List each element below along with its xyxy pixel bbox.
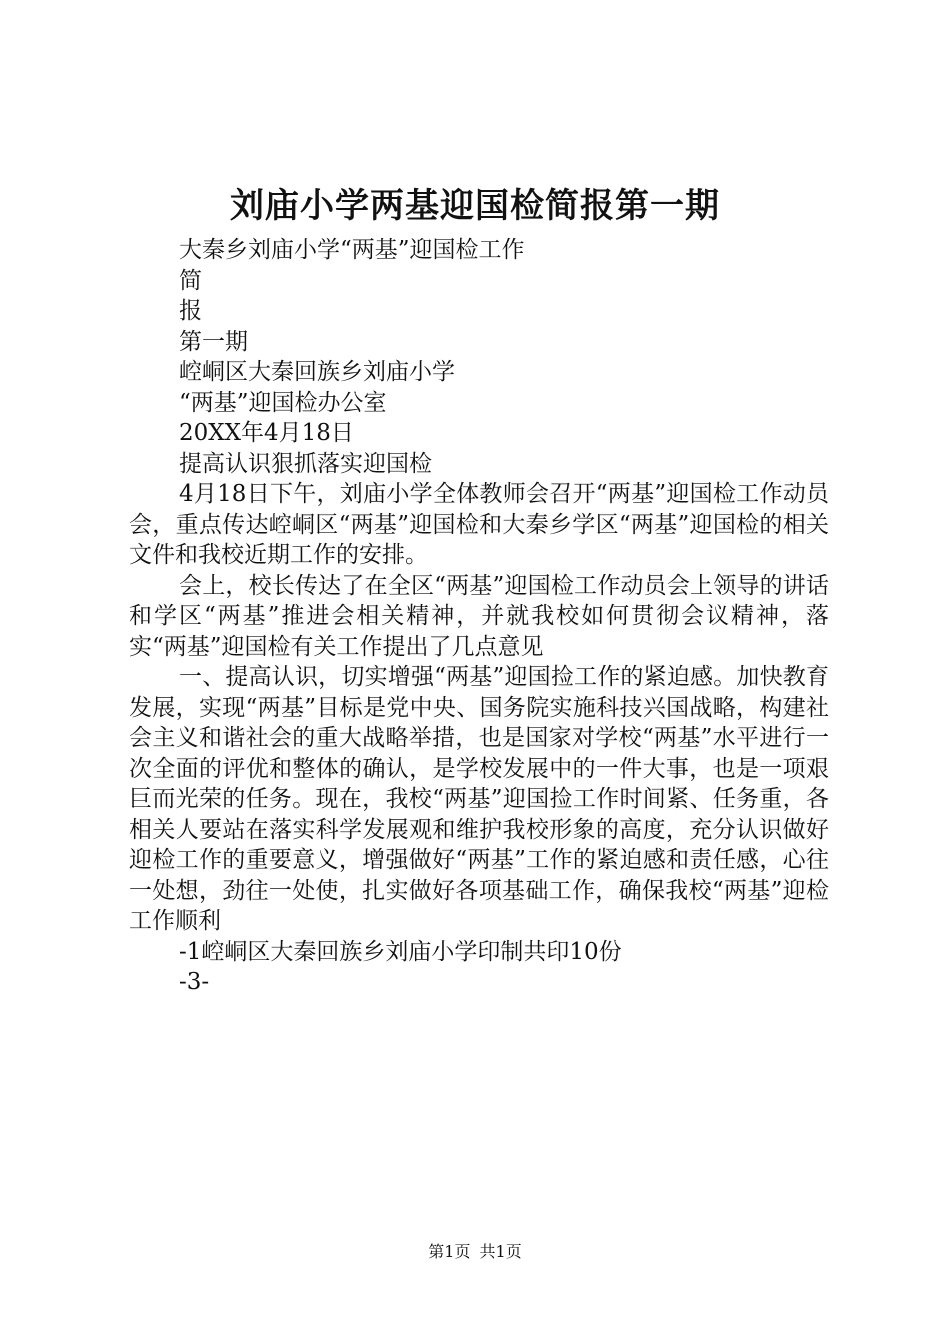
header-line: 简 — [179, 267, 202, 294]
section-heading: 提高认识狠抓落实迎国检 — [179, 450, 432, 477]
print-note: -1崆峒区大秦回族乡刘庙小学印制共印10份 — [179, 938, 622, 965]
issue-date: 20XX年4月18日 — [179, 420, 354, 446]
page-footer: 第1页 共1页 — [428, 1242, 522, 1261]
inner-page-number: -3- — [179, 969, 210, 995]
body-paragraph: 一、提高认识，切实增强“两基”迎国捡工作的紧迫感。加快教育发展，实现“两基”目标是党中央、国务院实施科技兴国战略，构建社会主义和谐社会的重大战略举措，也是国家对学校“两基”水平进行一次全面的评优和整体的确认，是学校发展中的一件大事，也是一项艰巨而光荣的任务。现在，我校“两基”迎国捡工作时间紧、任务重，各相关人要站在落实科学发展观和维护我校形象的高度，充分认识做好迎检工作的重要意义，增强做好“两基”工作的紧迫感和责任感，心往一处想，劲往一处使，扎实做好各项基础工作，确保我校“两基”迎检工作顺利 — [129, 664, 829, 934]
body-paragraph: 会上，校长传达了在全区“两基”迎国检工作动员会上领导的讲话和学区“两基”推进会相关精神，并就我校如何贯彻会议精神，落实“两基”迎国检有关工作提出了几点意见 — [129, 572, 829, 660]
issuer-school: 崆峒区大秦回族乡刘庙小学 — [179, 359, 455, 385]
body-paragraph: 4月18日下午，刘庙小学全体教师会召开“两基”迎国检工作动员会，重点传达崆峒区“两基”迎国检和大秦乡学区“两基”迎国检的相关文件和我校近期工作的安排。 — [129, 481, 829, 568]
document-title: 刘庙小学两基迎国检简报第一期 — [230, 186, 720, 226]
issuer-office: “两基”迎国检办公室 — [179, 389, 387, 416]
issue-number: 第一期 — [179, 328, 248, 355]
header-line: 报 — [179, 298, 202, 324]
header-line: 大秦乡刘庙小学“两基”迎国检工作 — [179, 237, 525, 263]
document-body — [129, 235, 829, 998]
